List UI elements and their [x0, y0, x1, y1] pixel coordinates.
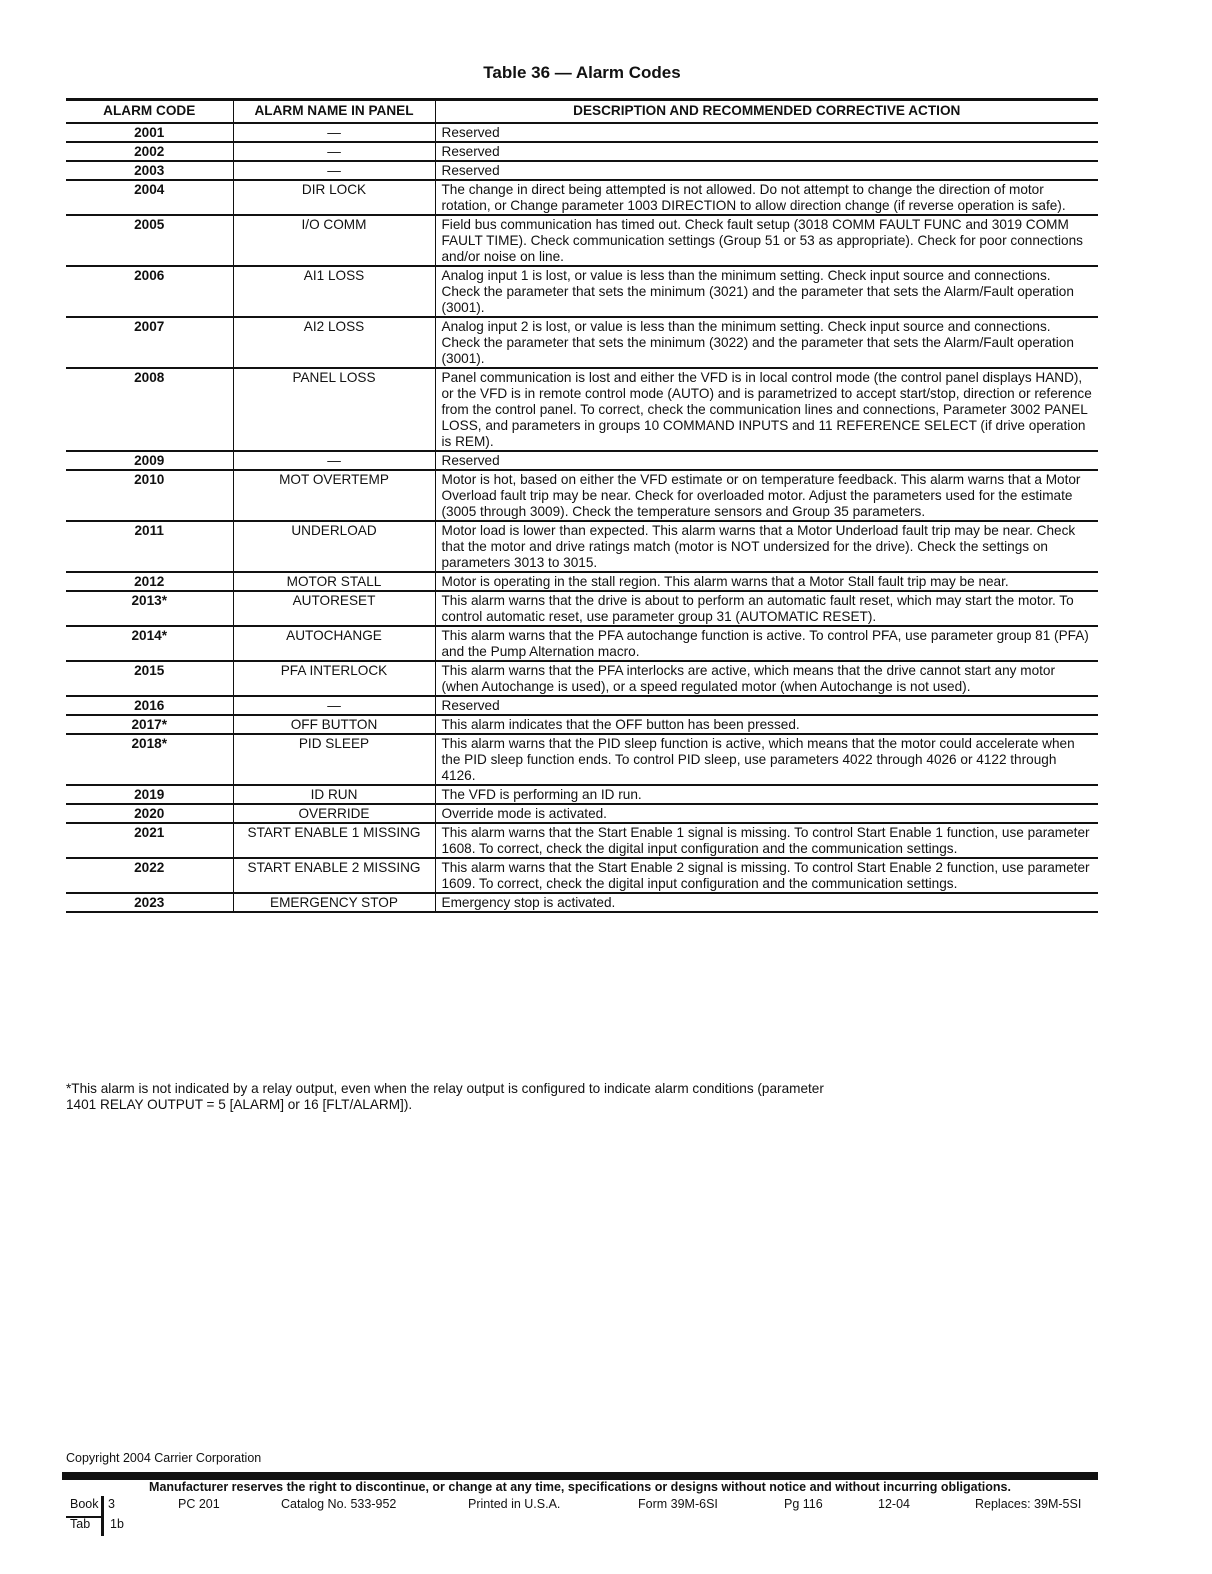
alarm-name-cell: START ENABLE 1 MISSING: [233, 823, 435, 858]
alarm-name-cell: PID SLEEP: [233, 734, 435, 785]
alarm-code-cell: 2017*: [66, 715, 233, 734]
table-row: [66, 626, 1098, 661]
description-cell: Reserved: [435, 142, 1098, 161]
table-row: [66, 368, 1098, 451]
footnote: *This alarm is not indicated by a relay output, even when the relay output is configured to indicate alarm conditions (parameter 1401 RELAY OUTPUT = 5 [ALARM] or 16 [FLT/ALARM]).: [66, 1081, 824, 1112]
description-cell: Reserved: [435, 161, 1098, 180]
table-row: [66, 142, 1098, 161]
table-row: [66, 266, 1098, 317]
description-cell: Emergency stop is activated.: [435, 893, 1098, 912]
description-cell: This alarm warns that the PID sleep function is active, which means that the motor could accelerate when the PID sleep function ends. To control PID sleep, use parameters 4022 through 4026 or 4122 through 4126.: [435, 734, 1098, 785]
description-cell: Analog input 1 is lost, or value is less than the minimum setting. Check input source and connections. Check the parameter that sets the minimum (3021) and the parameter that sets the Alarm/Fault operation (3001).: [435, 266, 1098, 317]
table-row: [66, 470, 1098, 521]
alarm-name-cell: OFF BUTTON: [233, 715, 435, 734]
table-row: [66, 804, 1098, 823]
description-cell: Analog input 2 is lost, or value is less than the minimum setting. Check input source and connections. Check the parameter that sets the minimum (3022) and the parameter that sets the Alarm/Fault operation (3001).: [435, 317, 1098, 368]
table-row: [66, 734, 1098, 785]
alarm-name-cell: MOTOR STALL: [233, 572, 435, 591]
alarm-name-cell: OVERRIDE: [233, 804, 435, 823]
description-cell: This alarm indicates that the OFF button has been pressed.: [435, 715, 1098, 734]
table-row: [66, 785, 1098, 804]
alarm-code-cell: 2003: [66, 161, 233, 180]
alarm-code-cell: 2016: [66, 696, 233, 715]
alarm-name-cell: PFA INTERLOCK: [233, 661, 435, 696]
tab-value: 1b: [110, 1517, 124, 1531]
alarm-codes-table: [66, 98, 1098, 913]
alarm-name-cell: AI1 LOSS: [233, 266, 435, 317]
publication-info-row: [70, 1497, 1098, 1515]
form-number: Form 39M-6SI: [638, 1497, 718, 1511]
alarm-code-cell: 2010: [66, 470, 233, 521]
header-alarm-code: ALARM CODE: [66, 100, 233, 124]
table-row: [66, 572, 1098, 591]
alarm-name-cell: AI2 LOSS: [233, 317, 435, 368]
book-value: 3: [108, 1497, 115, 1511]
alarm-code-cell: 2022: [66, 858, 233, 893]
alarm-code-cell: 2008: [66, 368, 233, 451]
alarm-name-cell: AUTOCHANGE: [233, 626, 435, 661]
alarm-name-cell: —: [233, 161, 435, 180]
header-alarm-name: ALARM NAME IN PANEL: [233, 100, 435, 124]
catalog-number: Catalog No. 533-952: [281, 1497, 397, 1511]
table-row: [66, 180, 1098, 215]
replaces-form: Replaces: 39M-5SI: [975, 1497, 1082, 1511]
table-row: [66, 696, 1098, 715]
pc-number: PC 201: [178, 1497, 220, 1511]
alarm-code-cell: 2002: [66, 142, 233, 161]
alarm-name-cell: AUTORESET: [233, 591, 435, 626]
tab-label: Tab: [70, 1517, 91, 1531]
table-row: [66, 451, 1098, 470]
alarm-name-cell: MOT OVERTEMP: [233, 470, 435, 521]
alarm-code-cell: 2006: [66, 266, 233, 317]
table-row: [66, 317, 1098, 368]
description-cell: Motor is hot, based on either the VFD estimate or on temperature feedback. This alarm warns that a Motor Overload fault trip may be near. Check for overloaded motor. Adjust the parameters used for the estimate (3005 through 3009). Check the temperature sensors and Group 35 parameters.: [435, 470, 1098, 521]
alarm-code-cell: 2019: [66, 785, 233, 804]
description-cell: This alarm warns that the Start Enable 2 signal is missing. To control Start Enable 2 function, use parameter 1609. To correct, check the digital input configuration and the communication settings.: [435, 858, 1098, 893]
description-cell: Field bus communication has timed out. Check fault setup (3018 COMM FAULT FUNC and 3019 COMM FAULT TIME). Check communication settings (Group 51 or 53 as appropriate). Check for poor connections and/or noise on line.: [435, 215, 1098, 266]
table-row: [66, 591, 1098, 626]
description-cell: Motor is operating in the stall region. This alarm warns that a Motor Stall fault trip may be near.: [435, 572, 1098, 591]
description-cell: Reserved: [435, 123, 1098, 142]
alarm-code-cell: 2018*: [66, 734, 233, 785]
alarm-code-cell: 2015: [66, 661, 233, 696]
copyright: Copyright 2004 Carrier Corporation: [66, 1451, 262, 1465]
alarm-code-cell: 2020: [66, 804, 233, 823]
description-cell: This alarm warns that the PFA autochange function is active. To control PFA, use parameter group 81 (PFA) and the Pump Alternation macro.: [435, 626, 1098, 661]
description-cell: Reserved: [435, 451, 1098, 470]
table-header-row: [66, 100, 1098, 124]
alarm-code-cell: 2011: [66, 521, 233, 572]
alarm-name-cell: —: [233, 451, 435, 470]
alarm-code-cell: 2013*: [66, 591, 233, 626]
alarm-code-cell: 2005: [66, 215, 233, 266]
alarm-code-cell: 2021: [66, 823, 233, 858]
alarm-code-cell: 2023: [66, 893, 233, 912]
alarm-name-cell: UNDERLOAD: [233, 521, 435, 572]
page-number: Pg 116: [784, 1497, 823, 1511]
table-title: Table 36 — Alarm Codes: [483, 63, 681, 82]
description-cell: Reserved: [435, 696, 1098, 715]
table-row: [66, 161, 1098, 180]
table-row: [66, 123, 1098, 142]
printed-in: Printed in U.S.A.: [468, 1497, 561, 1511]
description-cell: Motor load is lower than expected. This alarm warns that a Motor Underload fault trip may be near. Check that the motor and drive ratings match (motor is NOT undersized for the drive). Check the settings on parameters 3013 to 3015.: [435, 521, 1098, 572]
alarm-code-cell: 2014*: [66, 626, 233, 661]
description-cell: The change in direct being attempted is not allowed. Do not attempt to change the direction of motor rotation, or Change parameter 1003 DIRECTION to allow direction change (if reverse operation is safe).: [435, 180, 1098, 215]
description-cell: This alarm warns that the PFA interlocks are active, which means that the drive cannot start any motor (when Autochange is used), or a speed regulated motor (when Autochange is not used).: [435, 661, 1098, 696]
alarm-name-cell: I/O COMM: [233, 215, 435, 266]
description-cell: The VFD is performing an ID run.: [435, 785, 1098, 804]
description-cell: This alarm warns that the Start Enable 1 signal is missing. To control Start Enable 1 function, use parameter 1608. To correct, check the digital input configuration and the communication settings.: [435, 823, 1098, 858]
alarm-name-cell: EMERGENCY STOP: [233, 893, 435, 912]
description-cell: This alarm warns that the drive is about to perform an automatic fault reset, which may start the motor. To control automatic reset, use parameter group 31 (AUTOMATIC RESET).: [435, 591, 1098, 626]
print-date: 12-04: [878, 1497, 910, 1511]
table-body: [66, 123, 1098, 912]
alarm-code-cell: 2001: [66, 123, 233, 142]
alarm-code-cell: 2007: [66, 317, 233, 368]
table-row: [66, 661, 1098, 696]
alarm-code-cell: 2012: [66, 572, 233, 591]
table-row: [66, 521, 1098, 572]
table-row: [66, 823, 1098, 858]
alarm-name-cell: DIR LOCK: [233, 180, 435, 215]
table-row: [66, 715, 1098, 734]
description-cell: Panel communication is lost and either the VFD is in local control mode (the control panel displays HAND), or the VFD is in remote control mode (AUTO) and is parametrized to accept start/stop, direction or reference from the control panel. To correct, check the communication lines and connections, Parameter 3002 PANEL LOSS, and parameters in groups 10 COMMAND INPUTS and 11 REFERENCE SELECT (if drive operation is REM).: [435, 368, 1098, 451]
disclaimer: Manufacturer reserves the right to discontinue, or change at any time, specifications or designs without notice and without incurring obligations.: [149, 1480, 1011, 1494]
alarm-name-cell: —: [233, 123, 435, 142]
footer-divider-bar: [62, 1472, 1098, 1480]
header-description: DESCRIPTION AND RECOMMENDED CORRECTIVE ACTION: [435, 100, 1098, 124]
alarm-name-cell: —: [233, 696, 435, 715]
table-row: [66, 858, 1098, 893]
alarm-code-cell: 2004: [66, 180, 233, 215]
table-row: [66, 215, 1098, 266]
alarm-code-cell: 2009: [66, 451, 233, 470]
alarm-name-cell: —: [233, 142, 435, 161]
alarm-name-cell: ID RUN: [233, 785, 435, 804]
book-label: Book: [70, 1497, 99, 1511]
table-row: [66, 893, 1098, 912]
alarm-name-cell: START ENABLE 2 MISSING: [233, 858, 435, 893]
description-cell: Override mode is activated.: [435, 804, 1098, 823]
alarm-name-cell: PANEL LOSS: [233, 368, 435, 451]
